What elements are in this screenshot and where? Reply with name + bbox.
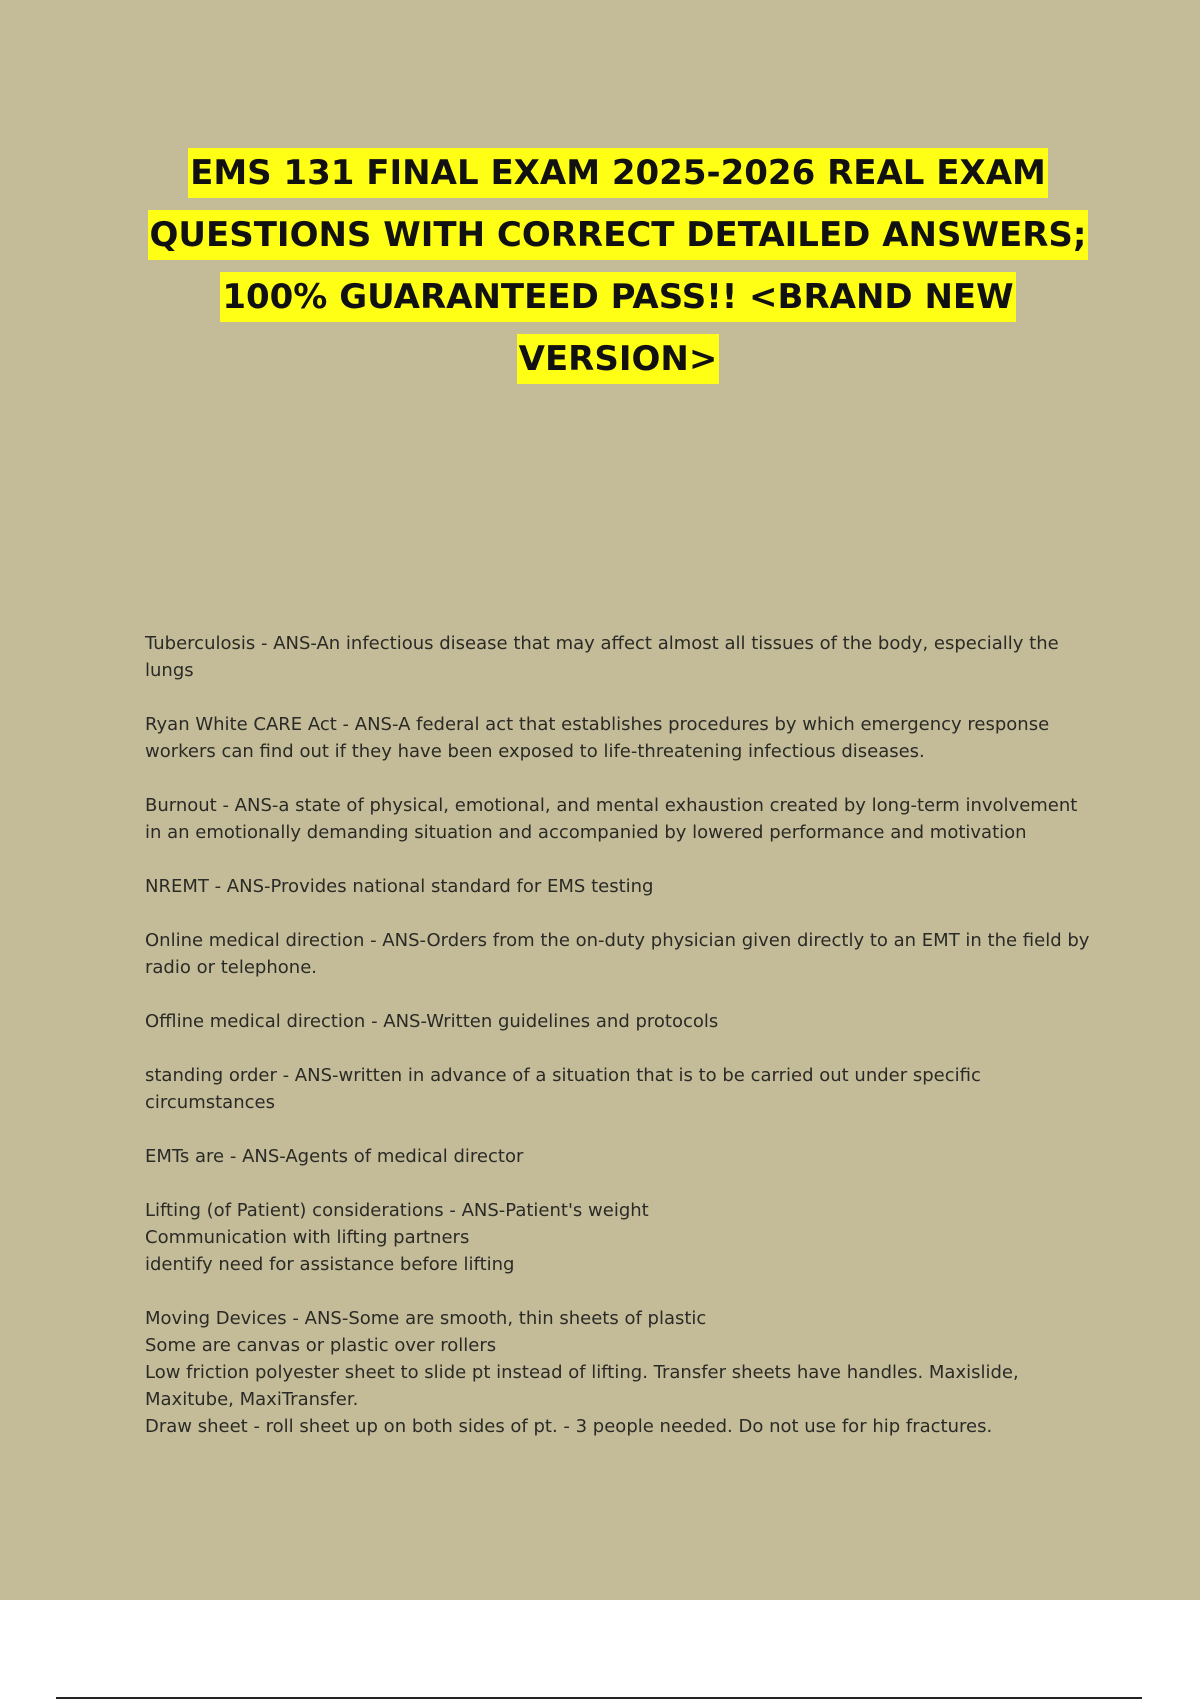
qa-line: Online medical direction - ANS-Orders from the on-duty physician given directly to an EMT in the field by — [145, 930, 1090, 951]
qa-line: Low friction polyester sheet to slide pt instead of lifting. Transfer sheets have handles. Maxislide, — [145, 1362, 1019, 1383]
title-row — [120, 202, 1116, 264]
qa-line: EMTs are - ANS-Agents of medical director — [145, 1146, 524, 1167]
document-title — [120, 140, 1116, 388]
qa-line: Draw sheet - roll sheet up on both sides of pt. - 3 people needed. Do not use for hip fractures. — [145, 1416, 993, 1437]
qa-line: circumstances — [145, 1092, 275, 1113]
qa-line: Lifting (of Patient) considerations - ANS-Patient's weight — [145, 1200, 649, 1221]
qa-line: radio or telephone. — [145, 957, 317, 978]
qa-line: standing order - ANS-written in advance of a situation that is to be carried out under specific — [145, 1065, 981, 1086]
title-row — [120, 264, 1116, 326]
title-line: QUESTIONS WITH CORRECT DETAILED ANSWERS; — [148, 210, 1089, 260]
qa-line: in an emotionally demanding situation and accompanied by lowered performance and motivation — [145, 822, 1027, 843]
qa-line: identify need for assistance before lifting — [145, 1254, 515, 1275]
qa-line: Some are canvas or plastic over rollers — [145, 1335, 497, 1356]
title-line: VERSION> — [517, 334, 720, 384]
qa-line: Burnout - ANS-a state of physical, emotional, and mental exhaustion created by long-term involvement — [145, 795, 1078, 816]
qa-item-tuberculosis — [145, 630, 1095, 684]
title-line: EMS 131 FINAL EXAM 2025-2026 REAL EXAM — [188, 148, 1048, 198]
qa-line: NREMT - ANS-Provides national standard for EMS testing — [145, 876, 654, 897]
qa-line: Tuberculosis - ANS-An infectious disease that may affect almost all tissues of the body, especially the — [145, 633, 1059, 654]
title-row — [120, 140, 1116, 202]
qa-item-offline-medical-direction — [145, 1008, 1095, 1035]
qa-item-nremt — [145, 873, 1095, 900]
qa-line: Offline medical direction - ANS-Written guidelines and protocols — [145, 1011, 719, 1032]
qa-item-lifting-considerations — [145, 1197, 1095, 1278]
qa-item-online-medical-direction — [145, 927, 1095, 981]
qa-list — [145, 630, 1095, 1467]
qa-line: workers can find out if they have been exposed to life-threatening infectious diseases. — [145, 741, 925, 762]
qa-line: lungs — [145, 660, 194, 681]
qa-line: Communication with lifting partners — [145, 1227, 470, 1248]
title-row — [120, 326, 1116, 388]
qa-item-standing-order — [145, 1062, 1095, 1116]
title-line: 100% GUARANTEED PASS!! <BRAND NEW — [220, 272, 1015, 322]
qa-line: Maxitube, MaxiTransfer. — [145, 1389, 359, 1410]
qa-item-moving-devices — [145, 1305, 1095, 1440]
qa-line: Moving Devices - ANS-Some are smooth, thin sheets of plastic — [145, 1308, 707, 1329]
qa-item-ryan-white-care-act — [145, 711, 1095, 765]
qa-line: Ryan White CARE Act - ANS-A federal act that establishes procedures by which emergency response — [145, 714, 1050, 735]
qa-item-burnout — [145, 792, 1095, 846]
qa-item-emts-are — [145, 1143, 1095, 1170]
footer-divider — [56, 1697, 1142, 1699]
